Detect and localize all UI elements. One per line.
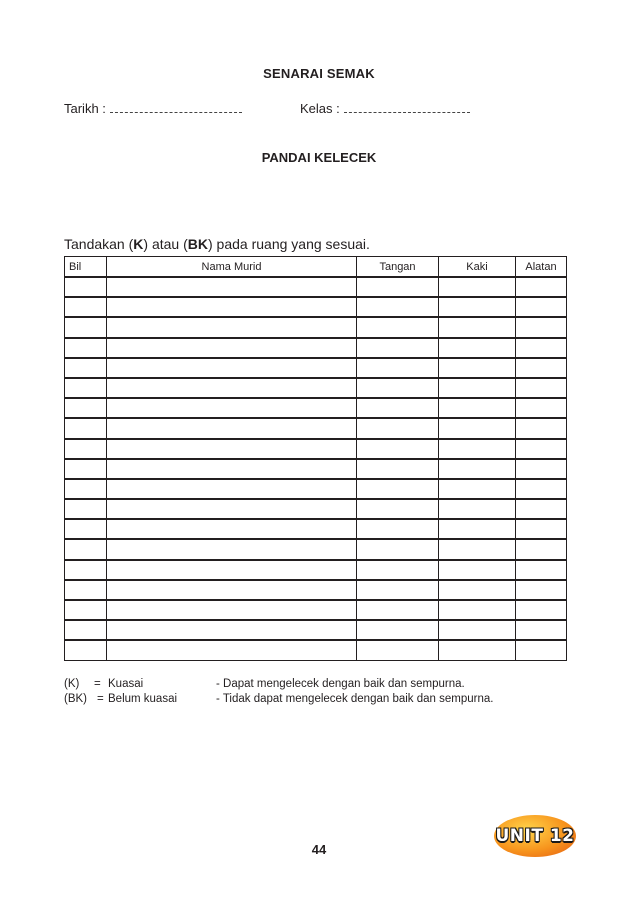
cell-tangan [357, 519, 439, 539]
cell-kaki [439, 317, 516, 337]
activity-title: PANDAI KELECEK [261, 150, 377, 165]
cell-tangan [357, 418, 439, 438]
header-nama-murid: Nama Murid [107, 257, 357, 278]
cell-alatan [516, 378, 567, 398]
cell-bil [65, 560, 107, 580]
table-row [65, 358, 567, 378]
legend-bk-meaning: Belum kuasai [108, 693, 178, 705]
legend-bk-description: - Tidak dapat mengelecek dengan baik dan sempurna. [216, 693, 494, 705]
cell-alatan [516, 499, 567, 519]
table-row [65, 338, 567, 358]
cell-kaki [439, 479, 516, 499]
table-row [65, 479, 567, 499]
cell-kaki [439, 277, 516, 297]
cell-kaki [439, 459, 516, 479]
cell-bil [65, 640, 107, 660]
cell-bil [65, 580, 107, 600]
cell-nama-murid [107, 317, 357, 337]
cell-kaki [439, 499, 516, 519]
instruction-middle: ) atau ( [143, 236, 188, 252]
cell-nama-murid [107, 338, 357, 358]
cell-nama-murid [107, 580, 357, 600]
table-header-row [65, 257, 567, 278]
cell-nama-murid [107, 600, 357, 620]
cell-kaki [439, 398, 516, 418]
cell-bil [65, 539, 107, 559]
cell-alatan [516, 560, 567, 580]
cell-bil [65, 459, 107, 479]
cell-alatan [516, 297, 567, 317]
instruction-suffix: ) pada ruang yang sesuai. [208, 236, 370, 252]
cell-alatan [516, 439, 567, 459]
table-row [65, 560, 567, 580]
cell-alatan [516, 640, 567, 660]
date-blank-line [110, 102, 242, 113]
cell-alatan [516, 418, 567, 438]
cell-nama-murid [107, 620, 357, 640]
legend-bk-eq: = [97, 693, 104, 705]
header-kaki: Kaki [439, 257, 516, 278]
class-blank-line [344, 102, 470, 113]
cell-kaki [439, 580, 516, 600]
cell-nama-murid [107, 358, 357, 378]
cell-tangan [357, 620, 439, 640]
table-row [65, 620, 567, 640]
cell-kaki [439, 600, 516, 620]
cell-nama-murid [107, 519, 357, 539]
date-field [64, 101, 242, 116]
cell-tangan [357, 640, 439, 660]
cell-nama-murid [107, 499, 357, 519]
table-row [65, 459, 567, 479]
cell-bil [65, 519, 107, 539]
table-row [65, 297, 567, 317]
table-row [65, 418, 567, 438]
instruction-text [64, 236, 370, 252]
cell-kaki [439, 297, 516, 317]
cell-kaki [439, 560, 516, 580]
cell-bil [65, 600, 107, 620]
cell-alatan [516, 358, 567, 378]
cell-tangan [357, 378, 439, 398]
cell-nama-murid [107, 277, 357, 297]
checklist-table [64, 256, 567, 661]
cell-bil [65, 479, 107, 499]
cell-bil [65, 418, 107, 438]
cell-alatan [516, 317, 567, 337]
cell-alatan [516, 277, 567, 297]
legend-k-description: - Dapat mengelecek dengan baik dan sempurna. [216, 678, 465, 690]
cell-nama-murid [107, 418, 357, 438]
table-row [65, 499, 567, 519]
table-body [65, 277, 567, 660]
cell-tangan [357, 459, 439, 479]
table-row [65, 539, 567, 559]
class-field [300, 101, 470, 116]
cell-nama-murid [107, 560, 357, 580]
table-row [65, 439, 567, 459]
instruction-k: K [133, 236, 144, 252]
cell-bil [65, 358, 107, 378]
table-row [65, 398, 567, 418]
cell-bil [65, 620, 107, 640]
cell-bil [65, 398, 107, 418]
table-row [65, 378, 567, 398]
cell-kaki [439, 539, 516, 559]
cell-tangan [357, 317, 439, 337]
cell-tangan [357, 600, 439, 620]
cell-tangan [357, 277, 439, 297]
cell-bil [65, 297, 107, 317]
legend-k-meaning: Kuasai [108, 678, 144, 690]
header-alatan: Alatan [516, 257, 567, 278]
cell-kaki [439, 338, 516, 358]
table-row [65, 580, 567, 600]
checklist-title: SENARAI SEMAK [263, 66, 375, 81]
cell-alatan [516, 459, 567, 479]
cell-tangan [357, 539, 439, 559]
cell-bil [65, 499, 107, 519]
cell-tangan [357, 499, 439, 519]
cell-alatan [516, 479, 567, 499]
cell-nama-murid [107, 539, 357, 559]
cell-kaki [439, 439, 516, 459]
cell-kaki [439, 620, 516, 640]
cell-tangan [357, 560, 439, 580]
cell-tangan [357, 338, 439, 358]
cell-tangan [357, 479, 439, 499]
cell-nama-murid [107, 479, 357, 499]
cell-nama-murid [107, 439, 357, 459]
cell-nama-murid [107, 378, 357, 398]
legend-bk-code: (BK) [64, 693, 87, 705]
legend-k-code: (K) [64, 678, 80, 690]
class-label: Kelas : [300, 101, 340, 116]
cell-nama-murid [107, 297, 357, 317]
legend-k-eq: = [94, 678, 101, 690]
legend-k [64, 678, 465, 690]
cell-kaki [439, 640, 516, 660]
unit-badge-text: UNIT 12 [495, 826, 575, 846]
cell-tangan [357, 439, 439, 459]
legend-bk [64, 693, 493, 705]
cell-kaki [439, 378, 516, 398]
cell-bil [65, 378, 107, 398]
header-tangan: Tangan [357, 257, 439, 278]
cell-bil [65, 439, 107, 459]
cell-alatan [516, 519, 567, 539]
cell-bil [65, 317, 107, 337]
cell-nama-murid [107, 640, 357, 660]
page-number: 44 [311, 842, 327, 857]
cell-alatan [516, 338, 567, 358]
cell-bil [65, 338, 107, 358]
table-row [65, 640, 567, 660]
cell-tangan [357, 580, 439, 600]
table-row [65, 277, 567, 297]
cell-tangan [357, 358, 439, 378]
date-label: Tarikh : [64, 101, 106, 116]
cell-alatan [516, 539, 567, 559]
cell-tangan [357, 398, 439, 418]
cell-bil [65, 277, 107, 297]
instruction-bk: BK [187, 236, 208, 252]
cell-alatan [516, 580, 567, 600]
cell-nama-murid [107, 459, 357, 479]
table-row [65, 519, 567, 539]
table-row [65, 600, 567, 620]
cell-kaki [439, 418, 516, 438]
header-bil: Bil [65, 257, 107, 278]
cell-alatan [516, 620, 567, 640]
table-row [65, 317, 567, 337]
cell-kaki [439, 358, 516, 378]
cell-tangan [357, 297, 439, 317]
cell-alatan [516, 600, 567, 620]
cell-kaki [439, 519, 516, 539]
cell-alatan [516, 398, 567, 418]
instruction-prefix: Tandakan ( [64, 236, 134, 252]
cell-nama-murid [107, 398, 357, 418]
